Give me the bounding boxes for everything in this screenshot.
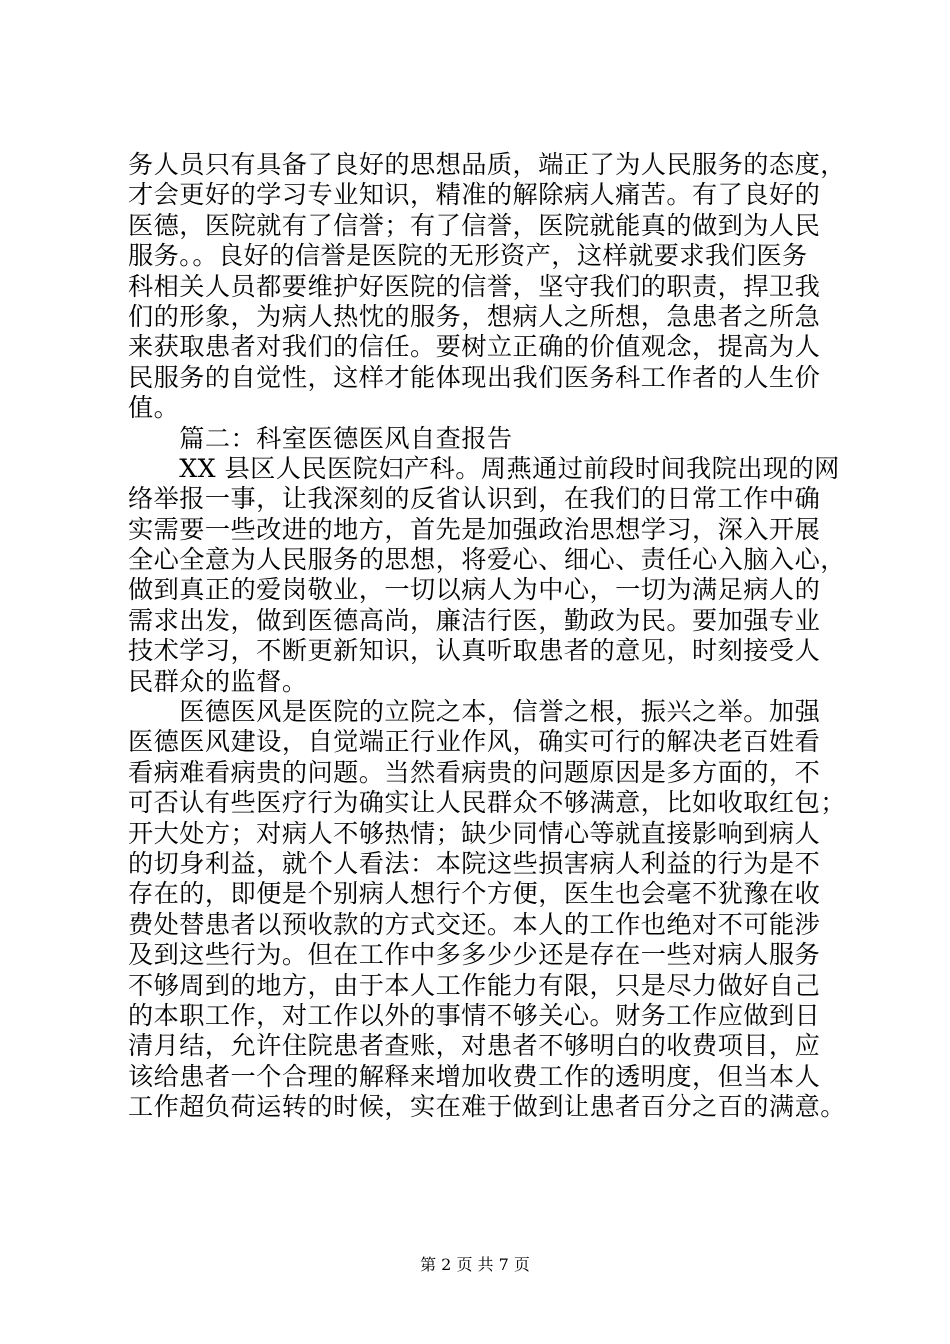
text-line: 们的形象，为病人热忱的服务，想病人之所想，急患者之所急: [128, 301, 821, 331]
text-line: 的切身利益，就个人看法：本院这些损害病人利益的行为是不: [128, 848, 821, 878]
text-line: 才会更好的学习专业知识，精准的解除病人痛苦。有了良好的: [128, 180, 821, 210]
text-line: 民群众的监督。: [128, 666, 308, 696]
text-line: 需求出发，做到医德高尚，廉洁行医，勤政为民。要加强专业: [128, 605, 821, 635]
text-line: 医德医风建设，自觉端正行业作风，确实可行的解决老百姓看: [128, 727, 821, 757]
section-heading: 篇二：科室医德医风自查报告: [128, 423, 513, 453]
document-body: [128, 150, 848, 1123]
text-line: 开大处方；对病人不够热情；缺少同情心等就直接影响到病人: [128, 818, 821, 848]
text-line: 实需要一些改进的地方，首先是加强政治思想学习，深入开展: [128, 514, 821, 544]
text-line: 不够周到的地方，由于本人工作能力有限，只是尽力做好自己: [128, 970, 821, 1000]
page-footer: [0, 1255, 950, 1275]
text-line: 络举报一事，让我深刻的反省认识到，在我们的日常工作中确: [128, 484, 821, 514]
text-line: 全心全意为人民服务的思想，将爱心、细心、责任心入脑入心，: [128, 545, 846, 575]
text-line: 做到真正的爱岗敬业，一切以病人为中心，一切为满足病人的: [128, 575, 821, 605]
text-line: 该给患者一个合理的解释来增加收费工作的透明度，但当本人: [128, 1061, 821, 1091]
text-line: 工作超负荷运转的时候，实在难于做到让患者百分之百的满意。: [128, 1092, 846, 1122]
text-line: 存在的，即便是个别病人想行个方便，医生也会毫不犹豫在收: [128, 879, 821, 909]
text-line: 费处替患者以预收款的方式交还。本人的工作也绝对不可能涉: [128, 909, 821, 939]
text-line: 民服务的自觉性，这样才能体现出我们医务科工作者的人生价: [128, 362, 821, 392]
text-line: 的本职工作，对工作以外的事情不够关心。财务工作应做到日: [128, 1000, 821, 1030]
text-line: 可否认有些医疗行为确实让人民群众不够满意，比如收取红包；: [128, 788, 846, 818]
text-line: 医德医风是医院的立院之本，信誉之根，振兴之举。加强: [128, 697, 821, 727]
text-line: 清月结，允许住院患者查账，对患者不够明白的收费项目，应: [128, 1031, 821, 1061]
text-line: 科相关人员都要维护好医院的信誉，坚守我们的职责，捍卫我: [128, 271, 821, 301]
text-line: 值。: [128, 393, 180, 423]
text-line: 来获取患者对我们的信任。要树立正确的价值观念，提高为人: [128, 332, 821, 362]
text-line: XX 县区人民医院妇产科。周燕通过前段时间我院出现的网: [128, 453, 840, 483]
text-line: 服务。。良好的信誉是医院的无形资产，这样就要求我们医务: [128, 241, 808, 271]
text-line: 看病难看病贵的问题。当然看病贵的问题原因是多方面的，不: [128, 757, 821, 787]
page-number: 第 2 页 共 7 页: [420, 1255, 530, 1274]
text-line: 医德，医院就有了信誉；有了信誉，医院就能真的做到为人民: [128, 210, 821, 240]
text-line: 务人员只有具备了良好的思想品质，端正了为人民服务的态度，: [128, 150, 846, 179]
text-line: 及到这些行为。但在工作中多多少少还是存在一些对病人服务: [128, 940, 821, 970]
text-line: 技术学习，不断更新知识，认真听取患者的意见，时刻接受人: [128, 636, 821, 666]
